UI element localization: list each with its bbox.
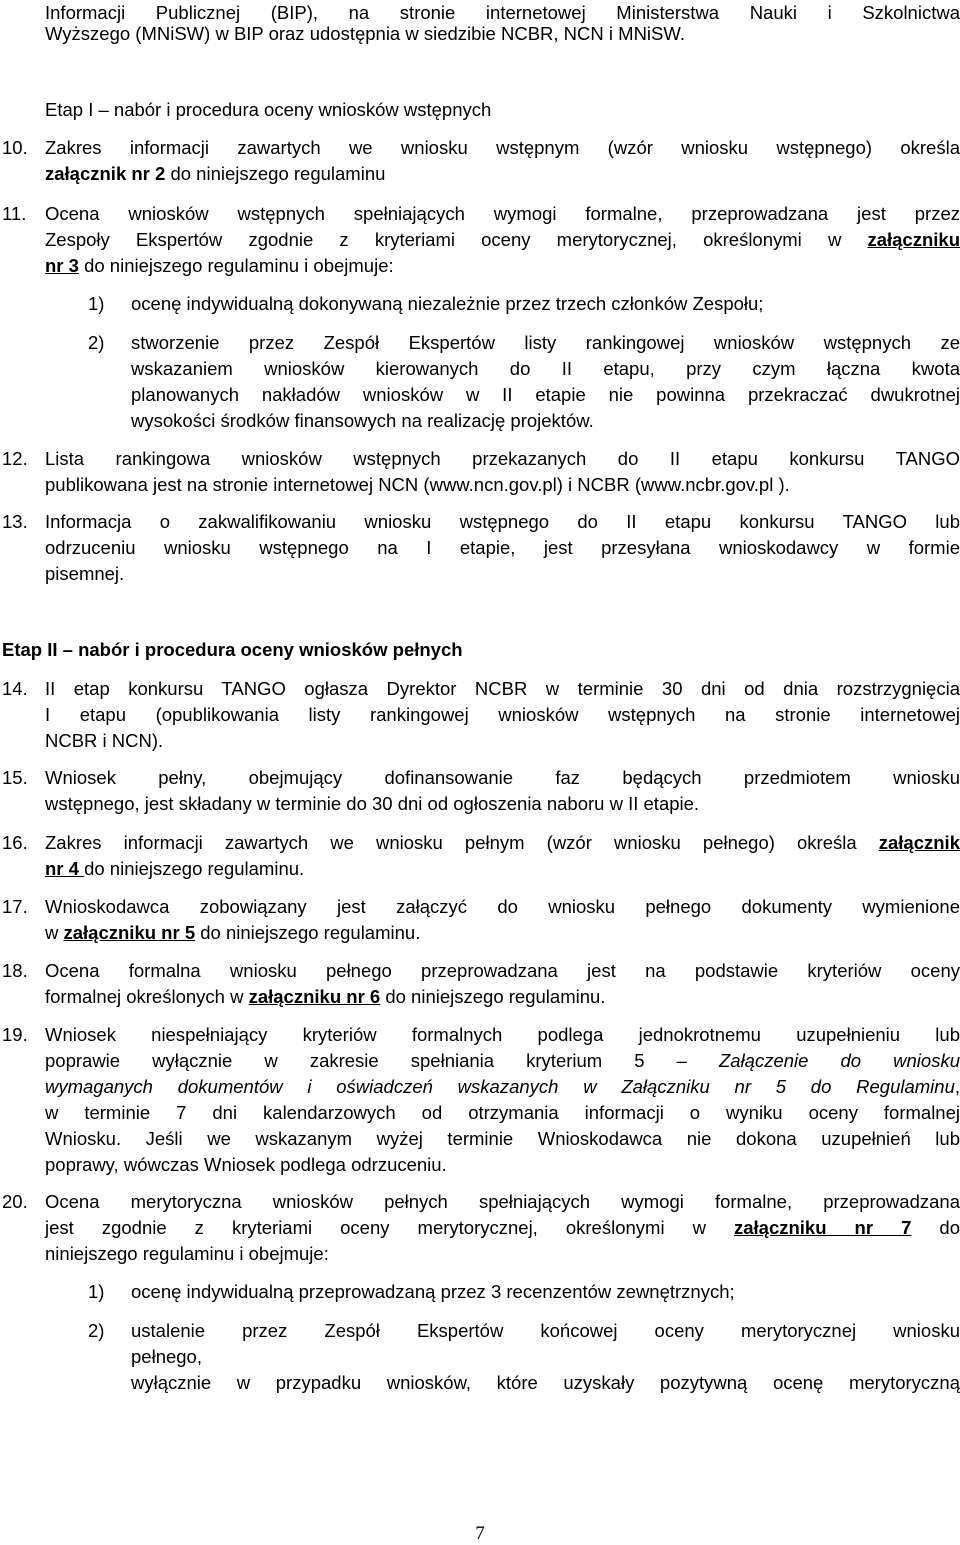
paragraph-line: Wnioskodawca zobowiązany jest załączyć do wniosku pełnego dokumenty wymienione [45, 896, 960, 917]
paragraph-line: Wniosek pełny, obejmujący dofinansowanie faz będących przedmiotem wniosku [45, 767, 960, 788]
paragraph-number: 12. [2, 448, 28, 469]
paragraph-number: 13. [2, 511, 28, 532]
subitem-line: pełnego, [131, 1346, 202, 1367]
intro-line: Wyższego (MNiSW) w BIP oraz udostępnia w siedzibie NCBR, NCN i MNiSW. [45, 23, 685, 44]
subitem-line: ocenę indywidualną przeprowadzaną przez 3 recenzentów zewnętrznych; [131, 1281, 735, 1302]
paragraph-line: poprawy, wówczas Wniosek podlega odrzuceniu. [45, 1154, 447, 1175]
page-number: 7 [475, 1523, 485, 1544]
attachment-link: załączniku nr 7 [733, 1217, 912, 1238]
subitem-number: 1) [88, 293, 105, 314]
section-heading-stage-2: Etap II – nabór i procedura oceny wniosków pełnych [2, 639, 463, 660]
paragraph-number: 10. [2, 137, 28, 158]
paragraph-line [45, 920, 960, 946]
attachment-link: nr 3 [45, 255, 79, 276]
paragraph-line: Lista rankingowa wniosków wstępnych przekazanych do II etapu konkursu TANGO [45, 448, 960, 469]
line-text: poprawie wyłącznie w zakresie spełniania kryterium 5 – [45, 1050, 719, 1071]
subitem-line: ocenę indywidualną dokonywaną niezależnie przez trzech członków Zespołu; [131, 293, 764, 314]
paragraph-line [45, 830, 960, 856]
paragraph-number: 14. [2, 678, 28, 699]
paragraph-line [45, 161, 960, 187]
attachment-link: załączniku nr 5 [63, 922, 196, 943]
paragraph-line [45, 856, 960, 882]
paragraph-line: publikowana jest na stronie internetowej NCN (www.ncn.gov.pl) i NCBR (www.ncbr.gov.pl ). [45, 474, 790, 495]
paragraph-line: w terminie 7 dni kalendarzowych od otrzymania informacji o wyniku oceny formalnej [45, 1102, 960, 1123]
subitem-line: planowanych nakładów wniosków w II etapie nie powinna przekraczać dwukrotnej [131, 384, 960, 405]
paragraph-line: Zakres informacji zawartych we wniosku wstępnym (wzór wniosku wstępnego) określa [45, 137, 960, 158]
paragraph-number: 11. [2, 203, 27, 224]
line-text: jest zgodnie z kryteriami oceny merytorycznej, określonymi w [45, 1217, 734, 1238]
italic-text: wymaganych dokumentów i oświadczeń wskazanych w Załączniku nr 5 do Regulaminu [45, 1076, 955, 1097]
paragraph-line: niniejszego regulaminu i obejmuje: [45, 1243, 329, 1264]
paragraph-line [45, 1074, 960, 1100]
subitem-number: 1) [88, 1281, 105, 1302]
attachment-link: nr 4 [45, 858, 85, 879]
line-text: , [954, 1076, 960, 1097]
subitem-line: stworzenie przez Zespół Ekspertów listy rankingowej wniosków wstępnych ze [131, 332, 960, 353]
paragraph-line: wstępnego, jest składany w terminie do 30 dni od ogłoszenia naboru w II etapie. [45, 793, 700, 814]
paragraph-number: 18. [2, 960, 28, 981]
subitem-line: wysokości środków finansowych na realizację projektów. [131, 410, 594, 431]
paragraph-line: Ocena merytoryczna wniosków pełnych spełniających wymogi formalne, przeprowadzana [45, 1191, 960, 1212]
paragraph-line: NCBR i NCN). [45, 730, 164, 751]
subitem-line: wskazaniem wniosków kierowanych do II etapu, przy czym łączna kwota [131, 358, 960, 379]
paragraph-number: 16. [2, 832, 28, 853]
line-text: w [45, 922, 64, 943]
line-text: Zespoły Ekspertów zgodnie z kryteriami oceny merytorycznej, określonymi w [45, 229, 868, 250]
subitem-number: 2) [88, 1320, 105, 1341]
paragraph-line: Informacja o zakwalifikowaniu wniosku wstępnego do II etapu konkursu TANGO lub [45, 511, 960, 532]
paragraph-line: odrzuceniu wniosku wstępnego na I etapie, jest przesyłana wnioskodawcy w formie [45, 537, 960, 558]
line-text: do niniejszego regulaminu i obejmuje: [78, 255, 394, 276]
paragraph-line: Wniosku. Jeśli we wskazanym wyżej terminie Wnioskodawca nie dokona uzupełnień lub [45, 1128, 960, 1149]
paragraph-line [45, 1048, 960, 1074]
paragraph-line: Wniosek niespełniający kryteriów formalnych podlega jednokrotnemu uzupełnieniu lub [45, 1024, 960, 1045]
paragraph-line: Ocena formalna wniosku pełnego przeprowadzana jest na podstawie kryteriów oceny [45, 960, 960, 981]
paragraph-line: II etap konkursu TANGO ogłasza Dyrektor NCBR w terminie 30 dni od dnia rozstrzygnięcia [45, 678, 960, 699]
section-heading-stage-1: Etap I – nabór i procedura oceny wniosków wstępnych [45, 99, 492, 120]
paragraph-line [45, 253, 960, 279]
subitem-line: wyłącznie w przypadku wniosków, które uzyskały pozytywną ocenę merytoryczną [131, 1372, 960, 1393]
paragraph-line [45, 227, 960, 253]
attachment-link: załączniku nr 6 [248, 986, 381, 1007]
italic-text: Załączenie do wniosku [718, 1050, 960, 1071]
paragraph-line: pisemnej. [45, 563, 125, 584]
paragraph-number: 20. [2, 1191, 28, 1212]
line-text: do niniejszego regulaminu. [380, 986, 606, 1007]
subitem-line: ustalenie przez Zespół Ekspertów końcowej oceny merytorycznej wniosku [131, 1320, 960, 1341]
line-text: formalnej określonych w [45, 986, 249, 1007]
line-text: Zakres informacji zawartych we wniosku pełnym (wzór wniosku pełnego) określa [45, 832, 879, 853]
attachment-link: załącznik nr 2 [45, 163, 166, 184]
attachment-link: załącznik [878, 832, 960, 853]
paragraph-line [45, 984, 960, 1010]
attachment-link: załączniku [867, 229, 960, 250]
paragraph-line: Ocena wniosków wstępnych spełniających wymogi formalne, przeprowadzana jest przez [45, 203, 960, 224]
line-text: do [911, 1217, 960, 1238]
paragraph-number: 17. [2, 896, 28, 917]
paragraph-number: 19. [2, 1024, 28, 1045]
subitem-number: 2) [88, 332, 105, 353]
line-text: do niniejszego regulaminu [165, 163, 386, 184]
intro-line: Informacji Publicznej (BIP), na stronie internetowej Ministerstwa Nauki i Szkolnictwa [45, 2, 960, 23]
paragraph-number: 15. [2, 767, 28, 788]
line-text: do niniejszego regulaminu. [195, 922, 421, 943]
line-text: do niniejszego regulaminu. [84, 858, 305, 879]
paragraph-line: I etapu (opublikowania listy rankingowej wniosków wstępnych na stronie internetowej [45, 704, 960, 725]
paragraph-line [45, 1215, 960, 1241]
